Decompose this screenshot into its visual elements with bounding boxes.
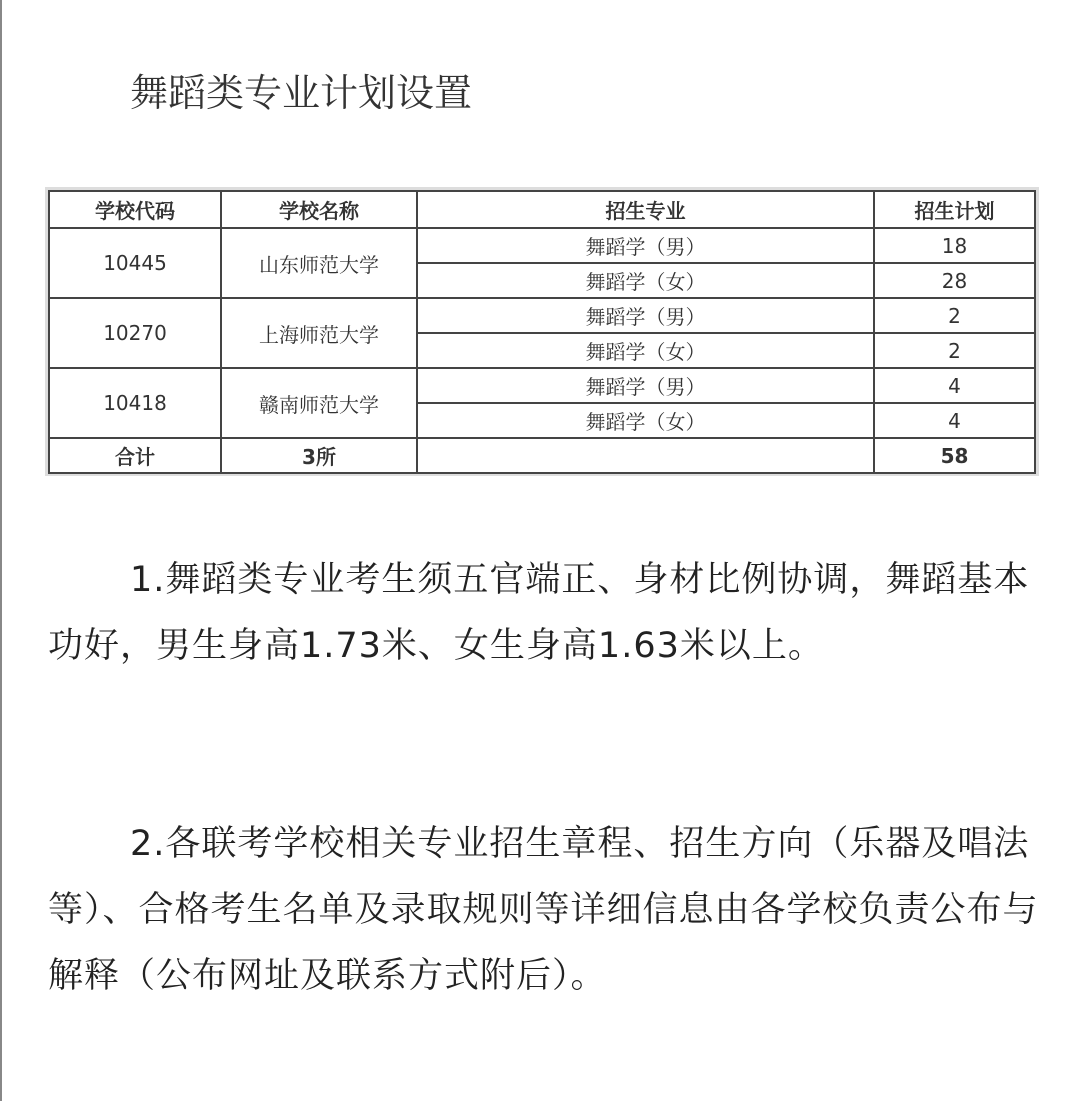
school-code: 10445 <box>49 228 221 298</box>
major: 舞蹈学（男） <box>417 228 874 263</box>
table-header-row <box>49 191 1035 228</box>
header-cell: 学校名称 <box>221 191 417 228</box>
school-code: 10270 <box>49 298 221 368</box>
plan: 4 <box>874 403 1035 438</box>
plan: 18 <box>874 228 1035 263</box>
major: 舞蹈学（女） <box>417 403 874 438</box>
total-row <box>49 438 1035 473</box>
table-row <box>49 368 1035 403</box>
total-schools: 3所 <box>221 438 417 473</box>
major: 舞蹈学（男） <box>417 298 874 333</box>
header-cell: 学校代码 <box>49 191 221 228</box>
plan: 2 <box>874 298 1035 333</box>
plan: 2 <box>874 333 1035 368</box>
school-name: 赣南师范大学 <box>221 368 417 438</box>
paragraph-2: 2.各联考学校相关专业招生章程、招生方向（乐器及唱法等）、合格考生名单及录取规则等详细信息由各学校负责公布与解释（公布网址及联系方式附后）。 <box>48 824 1039 996</box>
plan: 28 <box>874 263 1035 298</box>
enrollment-plan-table <box>45 187 1039 476</box>
total-empty <box>417 438 874 473</box>
header-cell: 招生专业 <box>417 191 874 228</box>
total-label: 合计 <box>49 438 221 473</box>
plan: 4 <box>874 368 1035 403</box>
major: 舞蹈学（女） <box>417 333 874 368</box>
major: 舞蹈学（女） <box>417 263 874 298</box>
school-code: 10418 <box>49 368 221 438</box>
school-name: 上海师范大学 <box>221 298 417 368</box>
school-name: 山东师范大学 <box>221 228 417 298</box>
header-cell: 招生计划 <box>874 191 1035 228</box>
section-title: 舞蹈类专业计划设置 <box>130 71 473 115</box>
table-row <box>49 298 1035 333</box>
paragraph-1: 1.舞蹈类专业考生须五官端正、身材比例协调，舞蹈基本功好，男生身高1.73米、女生身高1.63米以上。 <box>48 560 1030 666</box>
table-row <box>49 228 1035 263</box>
major: 舞蹈学（男） <box>417 368 874 403</box>
total-plan: 58 <box>874 438 1035 473</box>
